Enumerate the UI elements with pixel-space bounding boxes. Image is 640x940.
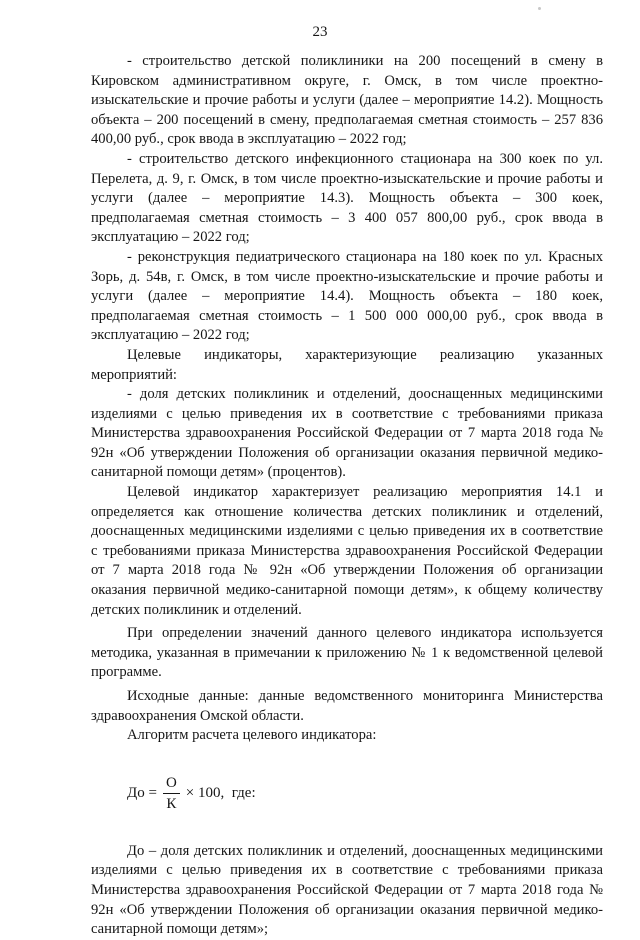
paragraph-target-indicators-heading: Целевые индикаторы, характеризующие реализацию указанных мероприятий: — [91, 346, 603, 383]
document-body — [91, 52, 603, 940]
formula-lhs: До — [127, 784, 145, 801]
paragraph-source-data: Исходные данные: данные ведомственного мониторинга Министерства здравоохранения Омской области. — [91, 688, 603, 724]
formula-equals: = — [148, 784, 157, 801]
paragraph-indicator-definition: - доля детских поликлиник и отделений, дооснащенных медицинскими изделиями с целью приведения их в соответствие с требованиями приказа Министерства здравоохранения Российской Федерации от 7 марта 2018 года № 92н «Об утверждении Положения об организации оказания первичной медико-санитарной помощи детям» (процентов). — [91, 386, 603, 481]
paragraph-indicator-description: Целевой индикатор характеризует реализацию мероприятия 14.1 и определяется как отношение количества детских поликлиник и отделений, дооснащенных медицинскими изделиями с целью приведения их в соответствие с требованиями приказа Министерства здравоохранения Российской Федерации от 7 марта 2018 года № 92н «Об утверждении Положения об организации оказания первичной медико-санитарной помощи детям», к общему количеству детских поликлиник и отделений. — [91, 484, 603, 618]
scan-speck — [538, 7, 541, 10]
page-number: 23 — [312, 24, 328, 40]
formula-denominator: К — [166, 796, 177, 813]
paragraph-measure-14-3: - строительство детского инфекционного стационара на 300 коек по ул. Перелета, д. 9, г. Омск, в том числе проектно-изыскательские и прочие работы и услуги (далее – мероприятие 14.3). Мощность объекта – 300 коек, предполагаемая сметная стоимость – 3 400 057 800,00 руб., срок ввода в эксплуатацию – 2022 год; — [91, 150, 603, 246]
formula-numerator: О — [163, 774, 180, 794]
paragraph-algorithm-heading: Алгоритм расчета целевого индикатора: — [127, 727, 377, 744]
paragraph-methodology: При определении значений данного целевого индикатора используется методика, указанная в примечании к приложению № 1 к ведомственной целевой программе. — [91, 625, 603, 681]
paragraph-measure-14-2: - строительство детской поликлиники на 200 посещений в смену в Кировском административном округе, г. Омск, в том числе проектно-изыскательские и прочие работы и услуги (далее – мероприятие 14.2). Мощность объекта – 200 посещений в смену, предполагаемая сметная стоимость – 257 836 400,00 руб., срок ввода в эксплуатацию – 2022 год; — [91, 53, 603, 148]
formula-multiplier: × 100, — [185, 784, 225, 801]
paragraph-measure-14-4: - реконструкция педиатрического стационара на 180 коек по ул. Красных Зорь, д. 54в, г. Омск, в том числе проектно-изыскательские и прочие работы и услуги (далее – мероприятие 14.4). Мощность объекта – 180 коек, предполагаемая сметная стоимость – 1 500 000 000,00 руб., срок ввода в эксплуатацию – 2022 год; — [91, 248, 603, 344]
formula-fraction — [163, 774, 180, 813]
indicator-formula — [127, 772, 603, 816]
formula-suffix: где: — [231, 784, 256, 801]
paragraph-variable-definition: До – доля детских поликлиник и отделений, дооснащенных медицинскими изделиями с целью приведения их в соответствие с требованиями приказа Министерства здравоохранения Российской Федерации от 7 марта 2018 года № 92н «Об утверждении Положения об организации оказания первичной медико-санитарной помощи детям»; — [91, 842, 603, 938]
